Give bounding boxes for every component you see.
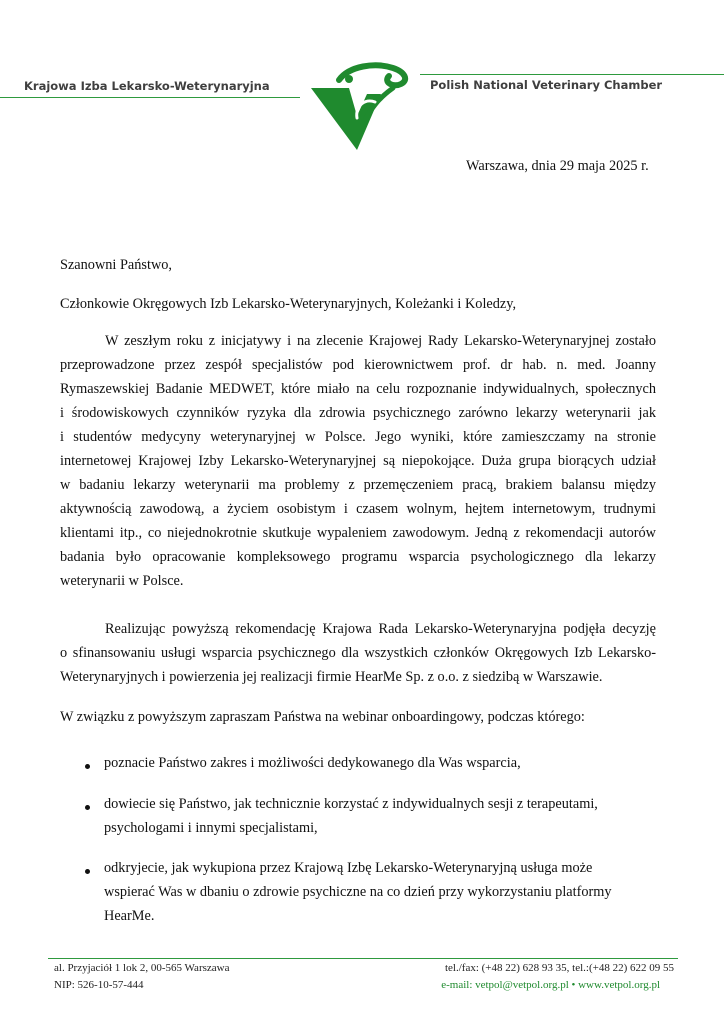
paragraph-line: Weterynaryjnych i powierzenia jej realizacji firmie HearMe Sp. z o.o. z siedzibą w Warszawie. <box>60 669 603 685</box>
paragraph-line: badania było opracowanie kompleksowego programu wsparcia psychologicznego dla lekarzy <box>60 549 656 565</box>
list-item: poznacie Państwo zakres i możliwości dedykowanego dla Was wsparcia, <box>104 755 521 771</box>
paragraph-line: weterynarii w Polsce. <box>60 573 184 589</box>
webinar-invitation: W związku z powyższym zapraszam Państwa na webinar onboardingowy, podczas którego: <box>60 709 585 725</box>
letter-date: Warszawa, dnia 29 maja 2025 r. <box>466 158 649 174</box>
paragraph-line: i środowiskowych czynników ryzyka dla zdrowia psychicznego zarówno lekarzy weterynarii jak <box>60 405 656 421</box>
header-rule-right <box>420 74 724 75</box>
header-org-polish: Krajowa Izba Lekarsko-Weterynaryjna <box>24 79 270 93</box>
list-item: odkryjecie, jak wykupiona przez Krajową Izbę Lekarsko-Weterynaryjną usługa może <box>104 860 593 876</box>
footer-address: al. Przyjaciół 1 lok 2, 00-565 Warszawa <box>54 962 230 974</box>
footer-nip: NIP: 526-10-57-444 <box>54 979 144 991</box>
list-item-continued: wspierać Was w dbaniu o zdrowie psychiczne na co dzień przy wykorzystaniu platformy <box>104 884 612 900</box>
paragraph-line: W zeszłym roku z inicjatywy i na zlecenie Krajowej Rady Lekarsko-Weterynaryjnej zostało <box>105 333 656 349</box>
paragraph-line: Rymaszewskiej Badanie MEDWET, które miało na celu rozpoznanie indywidualnych, społecznych <box>60 381 656 397</box>
paragraph-line: przeprowadzone przez zespół specjalistów pod kierownictwem prof. dr hab. n. med. Joanny <box>60 357 656 373</box>
paragraph-line: i studentów medycyny weterynaryjnej w Polsce. Jego wyniki, które zamieszczamy na stronie <box>60 429 656 445</box>
footer-rule <box>48 958 678 959</box>
header-rule-left <box>0 97 300 98</box>
footer-phones: tel./fax: (+48 22) 628 93 35, tel.:(+48 22) 622 09 55 <box>444 962 674 974</box>
list-item-continued: psychologami i innymi specjalistami, <box>104 820 318 836</box>
paragraph-line: Realizując powyższą rekomendację Krajowa Rada Lekarsko-Weterynaryjna podjęła decyzję <box>105 621 656 637</box>
paragraph-line: o sfinansowaniu usługi wsparcia psychicznego dla wszystkich członków Okręgowych Izb Lekarsko- <box>60 645 656 661</box>
paragraph-line: internetowej Krajowej Izby Lekarsko-Weterynaryjnej są niepokojące. Duża grupa biorących udział <box>60 453 656 469</box>
paragraph-line: klientami itp., co niejednokrotnie skutkuje wypaleniem zawodowym. Jedną z rekomendacji autorów <box>60 525 656 541</box>
footer-contact: e-mail: vetpol@vetpol.org.pl • www.vetpol.org.pl <box>441 979 660 991</box>
salutation: Szanowni Państwo, <box>60 257 172 273</box>
addressees: Członkowie Okręgowych Izb Lekarsko-Weterynaryjnych, Koleżanki i Koledzy, <box>60 296 517 312</box>
paragraph-line: aktywnością zawodową, a życiem osobistym i czasem wolnym, hejtem internetowym, trudnymi <box>60 501 656 517</box>
header-org-english: Polish National Veterinary Chamber <box>430 78 663 92</box>
list-item-continued: HearMe. <box>104 908 155 924</box>
chamber-logo-icon <box>305 58 415 154</box>
bullet-icon <box>85 869 90 874</box>
bullet-icon <box>85 764 90 769</box>
paragraph-line: w badaniu lekarzy weterynarii ma problemy z przemęczeniem pracą, brakiem balansu między <box>60 477 656 493</box>
list-item: dowiecie się Państwo, jak technicznie korzystać z indywidualnych sesji z terapeutami, <box>104 796 598 812</box>
bullet-icon <box>85 805 90 810</box>
